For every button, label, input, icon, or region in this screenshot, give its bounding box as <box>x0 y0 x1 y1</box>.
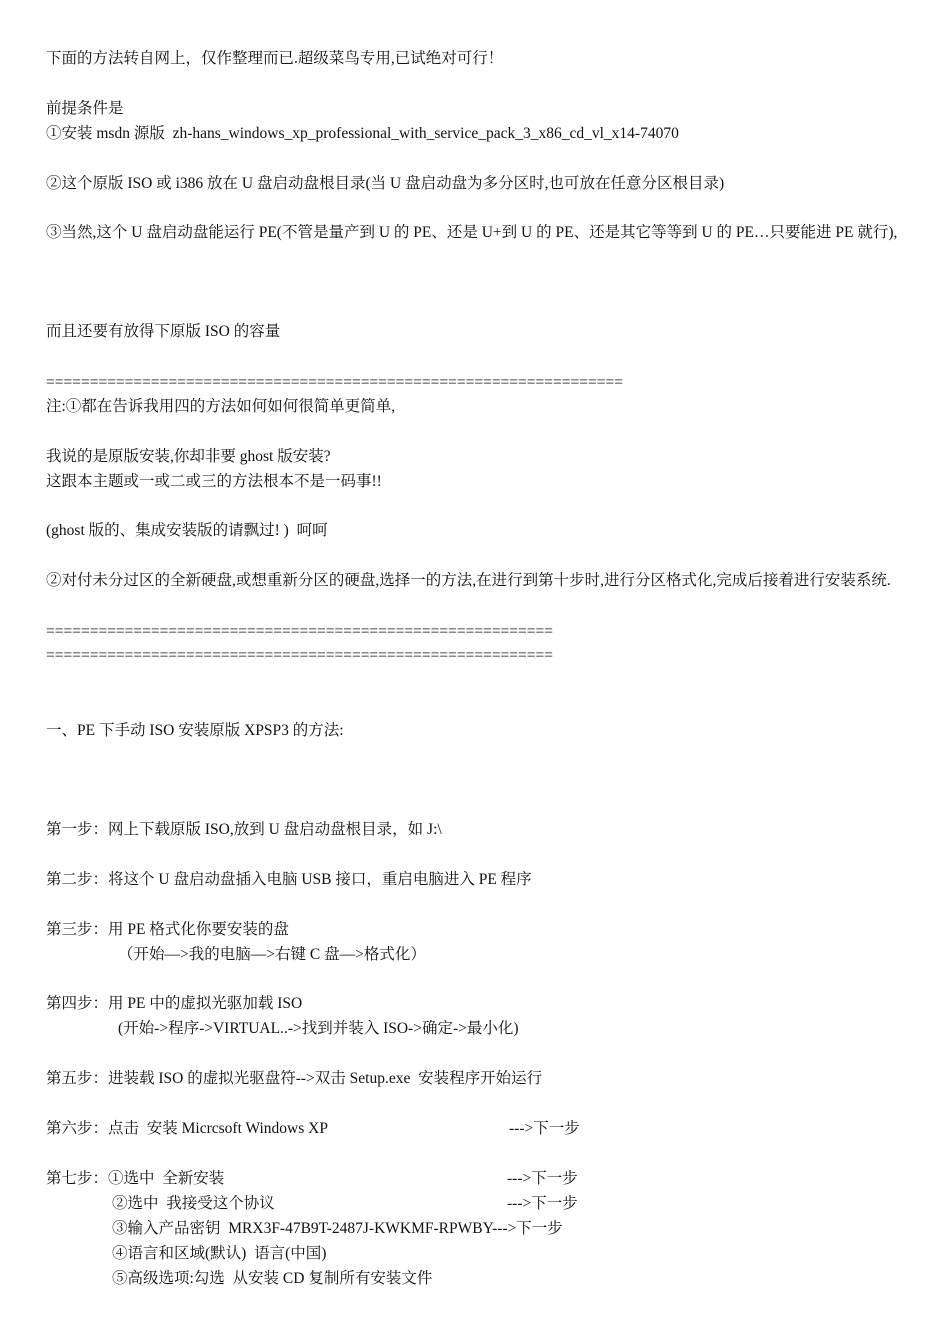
step-7: 第七步：①选中 全新安装 <box>46 1170 225 1187</box>
note-original-question: 我说的是原版安装,你却非要 ghost 版安装? <box>46 448 331 465</box>
step-7-2: ②选中 我接受这个协议 <box>112 1195 275 1212</box>
step-4-detail: (开始->程序->VIRTUAL..->找到并装入 ISO->确定->最小化) <box>118 1020 519 1037</box>
step-4: 第四步：用 PE 中的虚拟光驱加载 ISO <box>46 995 303 1012</box>
step-6-next: --->下一步 <box>509 1120 580 1137</box>
prereq-item-3: ③当然,这个 U 盘启动盘能运行 PE(不管是量产到 U 的 PE、还是 U+到 U 的 PE、还是其它等等到 U 的 PE…只要能进 PE 就行), <box>46 224 898 241</box>
note-unrelated: 这跟本主题或一或二或三的方法根本不是一码事!! <box>46 473 382 490</box>
separator-short-2: ========================================================== <box>46 647 554 664</box>
step-7-4: ④语言和区域(默认) 语言(中国) <box>112 1245 327 1262</box>
note-2: ②对付未分过区的全新硬盘,或想重新分区的硬盘,选择一的方法,在进行到第十步时,进行分区格式化,完成后接着进行安装系统. <box>46 572 891 589</box>
step-1: 第一步：网上下载原版 ISO,放到 U 盘启动盘根目录，如 J:\ <box>46 821 442 838</box>
section-title: 一、PE 下手动 ISO 安装原版 XPSP3 的方法: <box>46 722 344 739</box>
separator-long: ================================================================== <box>46 374 623 391</box>
step-6: 第六步：点击 安装 Micrcsoft Windows XP <box>46 1120 328 1137</box>
step-7-2-next: --->下一步 <box>507 1195 578 1212</box>
prereq-item-2: ②这个原版 ISO 或 i386 放在 U 盘启动盘根目录(当 U 盘启动盘为多分区时,也可放在任意分区根目录) <box>46 175 725 192</box>
prereq-heading: 前提条件是 <box>46 100 124 117</box>
prereq-item-1: ①安装 msdn 源版 zh-hans_windows_xp_professional_with_service_pack_3_x86_cd_vl_x14-74070 <box>46 125 679 142</box>
step-7-5: ⑤高级选项:勾选 从安装 CD 复制所有安装文件 <box>112 1270 433 1287</box>
note-1: 注:①都在告诉我用四的方法如何如何很简单更简单, <box>46 398 396 415</box>
intro-text: 下面的方法转自网上，仅作整理而已.超级菜鸟专用,已试绝对可行！ <box>46 50 504 67</box>
prereq-capacity: 而且还要有放得下原版 ISO 的容量 <box>46 323 281 340</box>
separator-short-1: ========================================================== <box>46 623 554 640</box>
step-7-next: --->下一步 <box>507 1170 578 1187</box>
step-5: 第五步：进装载 ISO 的虚拟光驱盘符-->双击 Setup.exe 安装程序开始运行 <box>46 1070 543 1087</box>
step-3-detail: （开始—>我的电脑—>右键 C 盘—>格式化） <box>118 946 426 963</box>
note-ghost-skip: (ghost 版的、集成安装版的请飘过! ) 呵呵 <box>46 522 328 539</box>
step-3: 第三步：用 PE 格式化你要安装的盘 <box>46 921 289 938</box>
step-7-3: ③输入产品密钥 MRX3F-47B9T-2487J-KWKMF-RPWBY--->下一步 <box>112 1220 563 1237</box>
step-2: 第二步：将这个 U 盘启动盘插入电脑 USB 接口，重启电脑进入 PE 程序 <box>46 871 532 888</box>
